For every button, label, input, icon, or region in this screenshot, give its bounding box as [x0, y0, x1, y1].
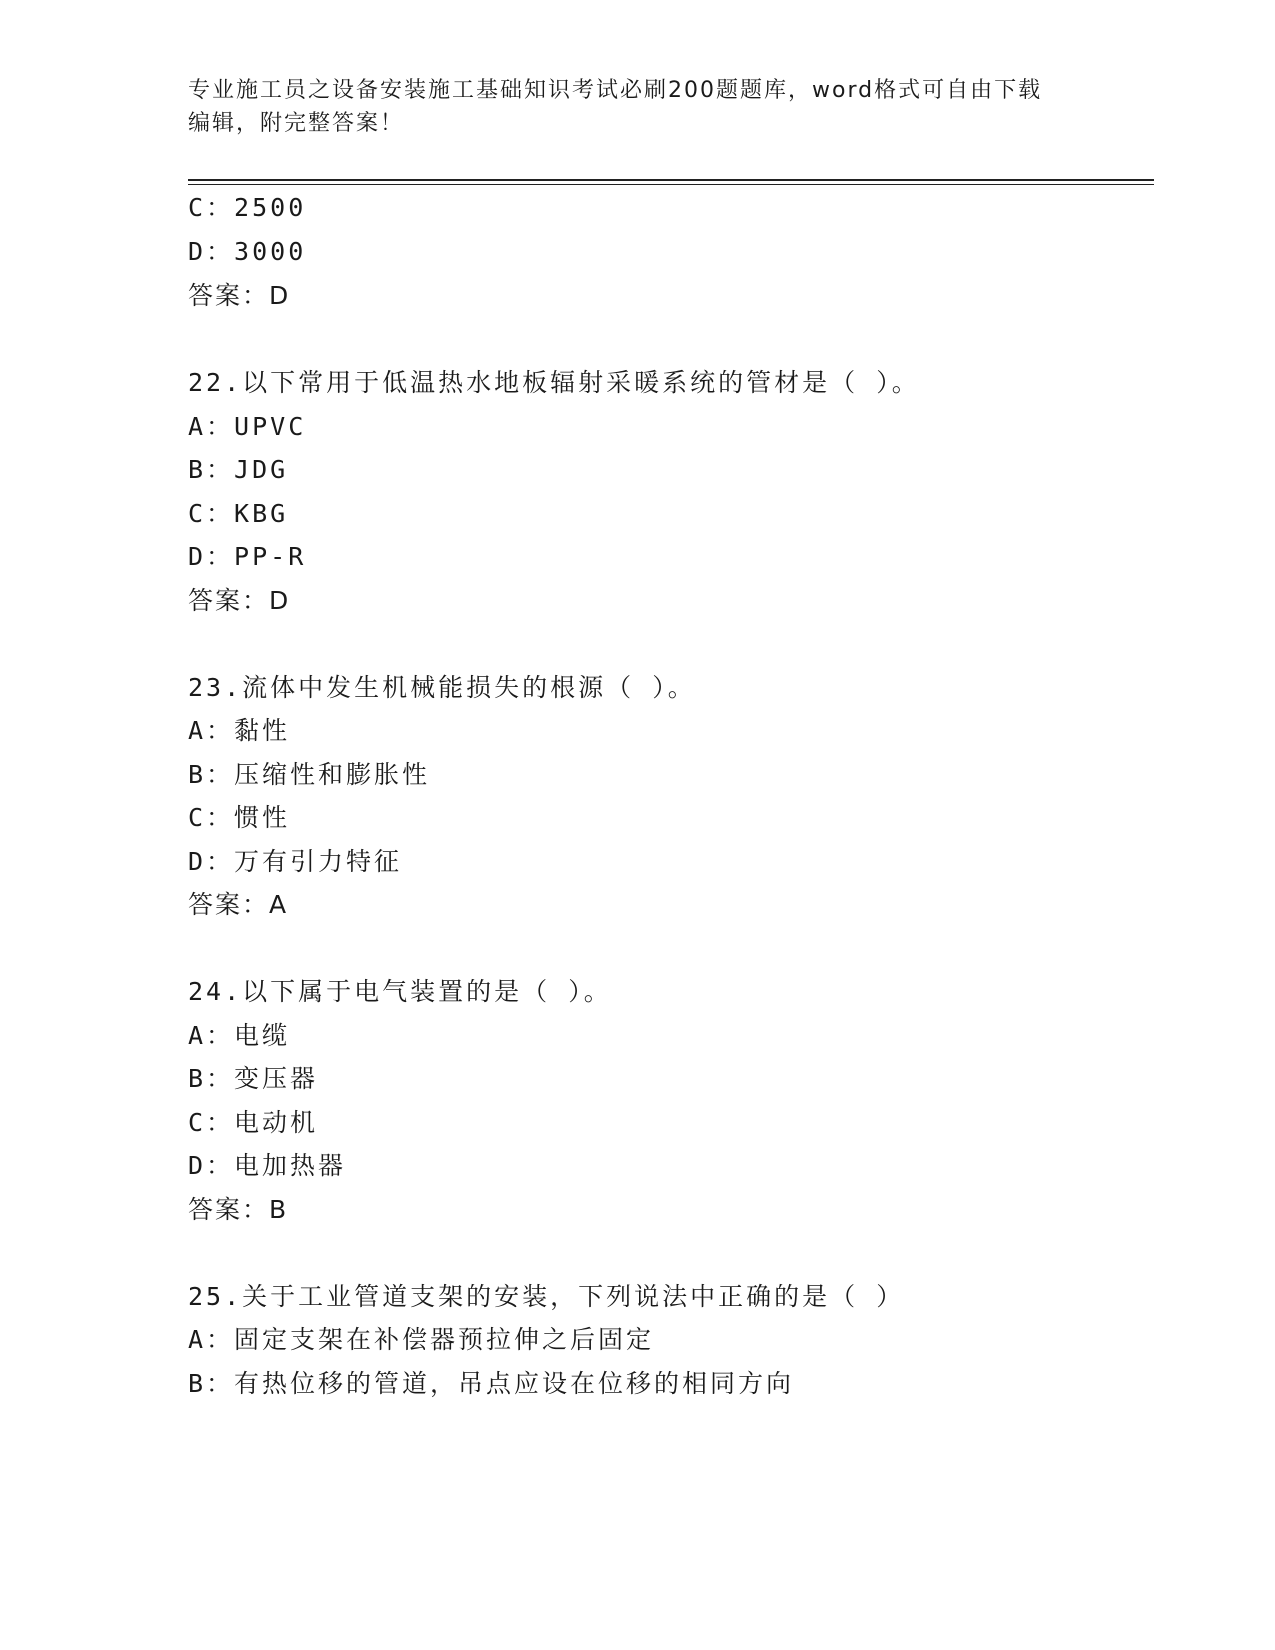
question-24: 24.以下属于电气装置的是（ ）。 [188, 977, 612, 1006]
q22-option-d: D：PP-R [188, 542, 307, 571]
question-22: 22.以下常用于低温热水地板辐射采暖系统的管材是（ ）。 [188, 368, 920, 397]
header-title-line2: 编辑，附完整答案！ [188, 111, 405, 136]
q24-option-b: B：变压器 [188, 1064, 319, 1093]
q22-option-b: B：JDG [188, 455, 289, 484]
q23-option-d: D：万有引力特征 [188, 847, 403, 876]
question-25: 25.关于工业管道支架的安装，下列说法中正确的是（ ） [188, 1282, 905, 1311]
header-title-line1: 专业施工员之设备安装施工基础知识考试必刷200题题库，word格式可自由下载 [188, 78, 1043, 103]
q25-option-a: A：固定支架在补偿器预拉伸之后固定 [188, 1325, 655, 1354]
prev-option-d: D：3000 [188, 237, 307, 266]
header-divider-thick [188, 179, 1154, 181]
q25-option-b: B：有热位移的管道，吊点应设在位移的相同方向 [188, 1369, 795, 1398]
document-header [188, 74, 1088, 140]
q22-answer: 答案：D [188, 586, 291, 615]
q24-answer: 答案：B [188, 1195, 289, 1224]
q23-answer: 答案：A [188, 890, 289, 919]
prev-option-c: C：2500 [188, 193, 307, 222]
header-divider-thin [188, 184, 1154, 185]
q24-option-d: D：电加热器 [188, 1151, 347, 1180]
q22-option-c: C：KBG [188, 499, 289, 528]
q24-option-a: A：电缆 [188, 1021, 291, 1050]
q24-option-c: C：电动机 [188, 1108, 319, 1137]
q23-option-c: C：惯性 [188, 803, 291, 832]
q23-option-a: A：黏性 [188, 716, 291, 745]
q22-option-a: A：UPVC [188, 412, 307, 441]
q23-option-b: B：压缩性和膨胀性 [188, 760, 431, 789]
question-23: 23.流体中发生机械能损失的根源（ ）。 [188, 673, 696, 702]
prev-answer: 答案：D [188, 281, 291, 310]
